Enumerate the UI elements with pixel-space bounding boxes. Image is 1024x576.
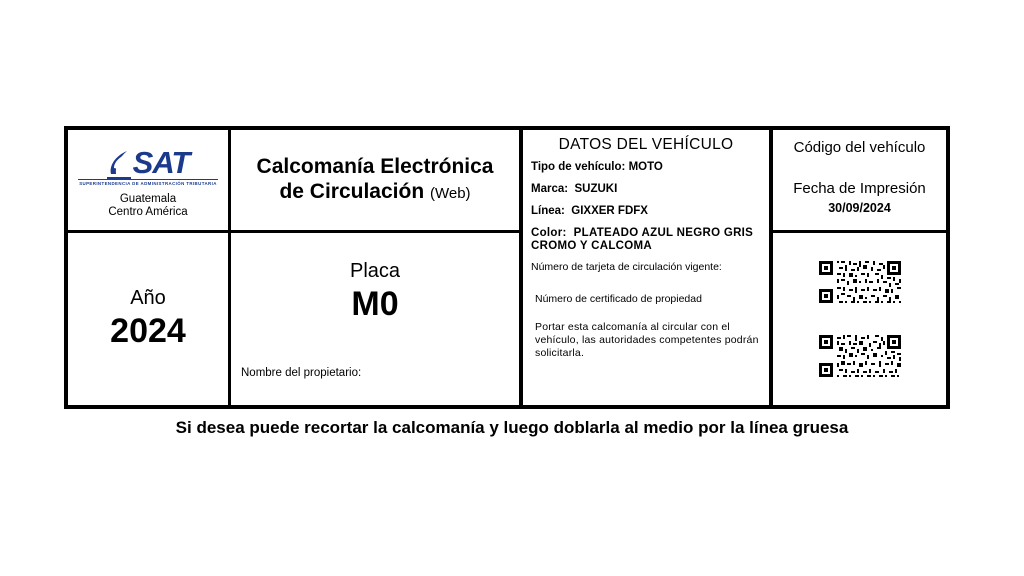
footer-instruction: Si desea puede recortar la calcomanía y luego doblarla al medio por la línea gruesa xyxy=(175,418,849,437)
sat-logo xyxy=(107,144,190,178)
print-date-label: Fecha de Impresión xyxy=(793,180,926,197)
year-cell xyxy=(68,233,231,405)
sat-country-line2: Centro América xyxy=(108,205,188,218)
header-row xyxy=(68,130,519,233)
vehicle-line-label: Línea: xyxy=(531,205,565,217)
qr-area xyxy=(773,233,946,405)
code-header xyxy=(773,130,946,233)
carry-sticker-warning: Portar esta calcomanía al circular con el vehículo, las autoridades competentes podrán solicitarla. xyxy=(535,321,759,359)
vehicle-line-field xyxy=(531,205,761,218)
vehicle-color-label: Color: xyxy=(531,227,567,239)
vehicle-color-value: PLATEADO AZUL NEGRO GRIS CROMO Y CALCOMA xyxy=(531,227,754,252)
sat-country xyxy=(108,193,187,219)
circulation-card-number-label: Número de tarjeta de circulación vigente: xyxy=(531,261,722,273)
title-line-2 xyxy=(279,179,470,206)
sat-wordmark: SAT xyxy=(132,144,190,180)
title-line-1: Calcomanía Electrónica xyxy=(256,155,494,178)
circulation-sticker xyxy=(64,126,950,409)
vehicle-type-label: Tipo de vehículo: xyxy=(531,161,626,173)
logo-cell xyxy=(68,130,231,230)
sat-swoosh-icon xyxy=(107,148,133,178)
print-date-value: 30/09/2024 xyxy=(828,201,891,215)
sat-country-line1: Guatemala xyxy=(119,192,177,205)
property-certificate-label: Número de certificado de propiedad xyxy=(535,293,702,305)
vehicle-brand-value: SUZUKI xyxy=(574,183,618,195)
plate-cell xyxy=(231,233,519,405)
vehicle-line-value: GIXXER FDFX xyxy=(571,205,648,217)
owner-name-label: Nombre del propietario: xyxy=(241,367,362,379)
qr-code-top xyxy=(817,257,903,307)
vehicle-type-field xyxy=(531,161,761,174)
year-label: Año xyxy=(130,287,166,309)
title-line-2-text: de Circulación xyxy=(279,180,425,203)
vehicle-color-field xyxy=(531,227,761,253)
plate-value: M0 xyxy=(351,285,399,323)
vehicle-brand-field xyxy=(531,183,761,196)
vehicle-data-panel xyxy=(523,130,773,405)
title-web-suffix: (Web) xyxy=(429,185,471,202)
document-title xyxy=(231,130,519,230)
left-panel xyxy=(68,130,523,405)
vehicle-section-title: DATOS DEL VEHÍCULO xyxy=(558,136,734,153)
sat-agency-line: SUPERINTENDENCIA DE ADMINISTRACIÓN TRIBUTARIA xyxy=(79,180,217,186)
qr-code-bottom xyxy=(817,331,903,381)
identity-row xyxy=(68,233,519,405)
year-value: 2024 xyxy=(110,312,186,350)
plate-label: Placa xyxy=(349,260,401,282)
code-panel xyxy=(773,130,946,405)
vehicle-type-value: MOTO xyxy=(628,161,663,173)
vehicle-code-label: Código del vehículo xyxy=(793,139,926,156)
vehicle-brand-label: Marca: xyxy=(531,183,569,195)
